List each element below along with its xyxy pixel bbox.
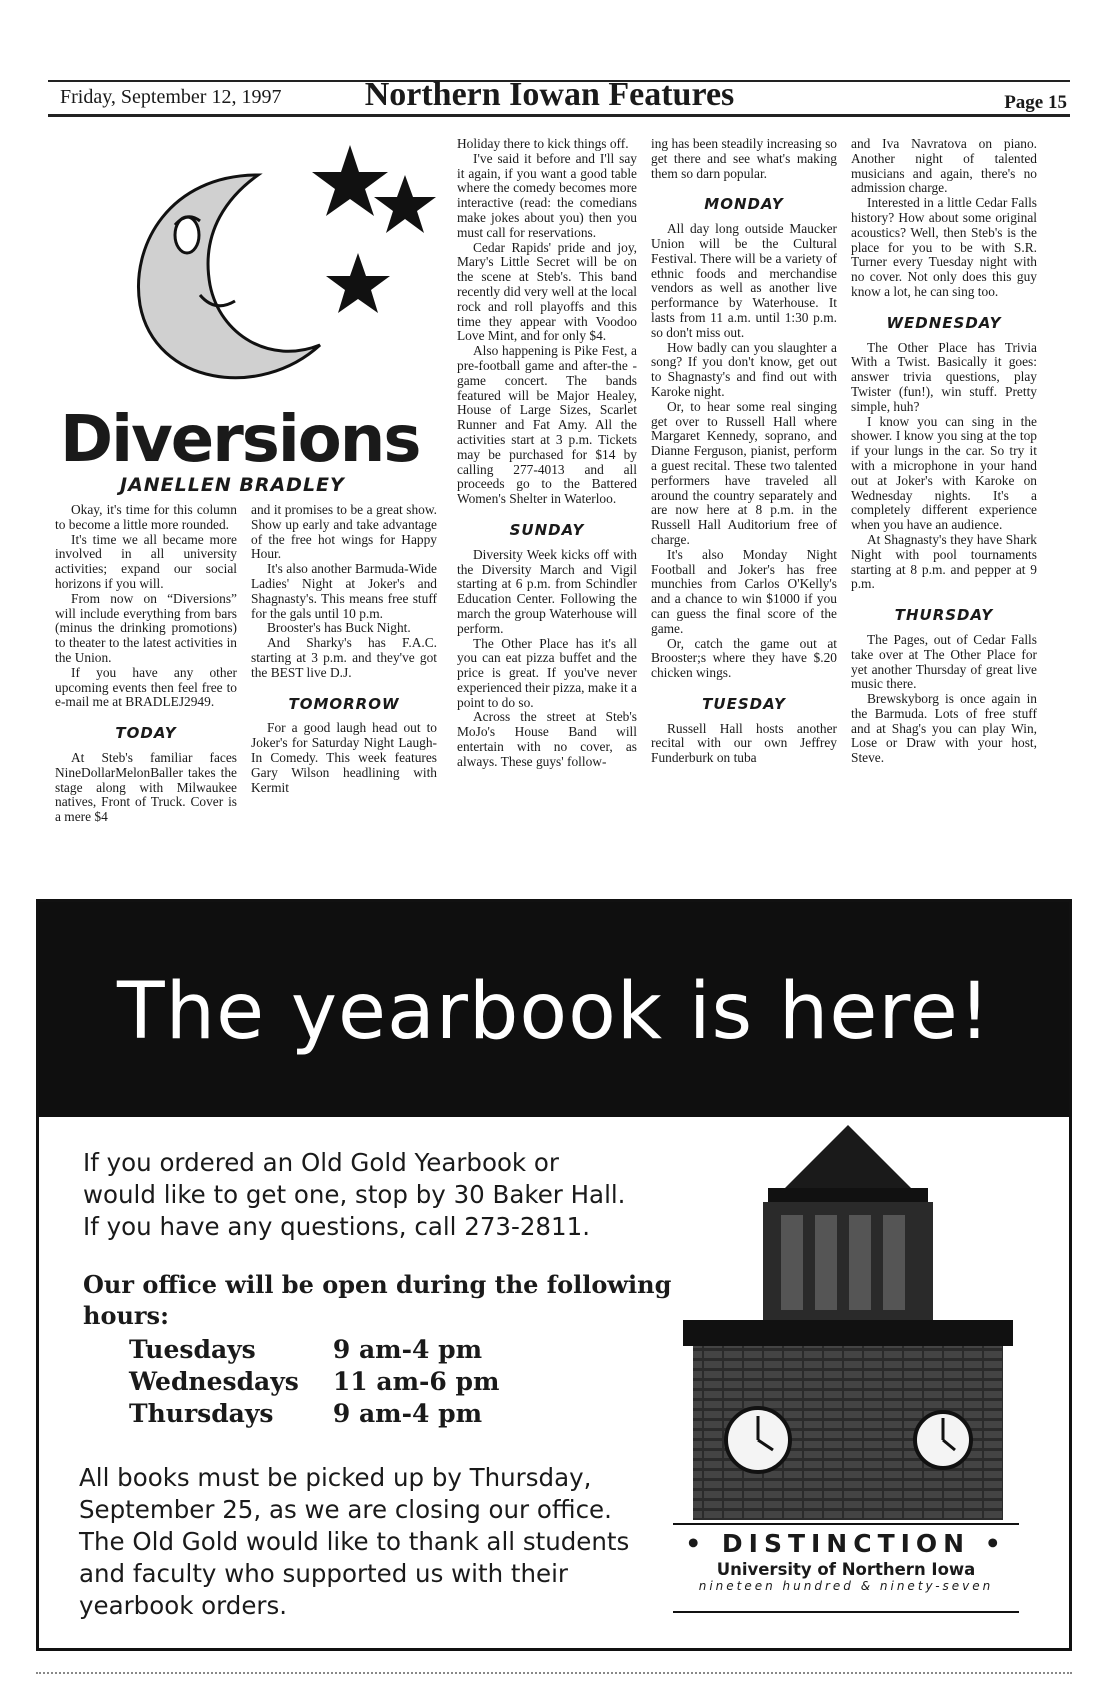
paragraph: The Other Place has it's all you can eat pizza buffet and the price is great. If you've never experienced their pizza, make it a point to do so. — [457, 635, 637, 710]
column-logo: Diversions — [60, 403, 420, 477]
hours-row — [129, 1398, 533, 1430]
paragraph: and Iva Navratova on piano. Another night of talented musicians and again, there's no admission charge. — [851, 136, 1037, 196]
paragraph: At Shagnasty's they have Shark Night with pool tournaments starting at 8 p.m. and pepper at 9 p.m. — [851, 531, 1037, 592]
issue-date: Friday, September 12, 1997 — [60, 86, 282, 108]
seal-university: University of Northern Iowa — [716, 1560, 976, 1579]
paragraph: Cedar Rapids' pride and joy, Mary's Little Secret will be on the scene at Steb's. This band recently did very well at the local rock and roll playoffs and this time they appear with Voodoo Love Mint, and for only $4. — [457, 239, 637, 344]
seal-title: • DISTINCTION • — [685, 1529, 1007, 1558]
ad-headline: The yearbook is here! — [117, 967, 991, 1057]
article-column-1 — [55, 503, 237, 825]
page-number: Page 15 — [1004, 92, 1067, 113]
paragraph: If you have any other upcoming events then feel free to e-mail me at BRADLEJ2949. — [55, 664, 237, 710]
ad-closing-notice — [79, 1462, 679, 1622]
paragraph: Okay, it's time for this column to become a little more rounded. — [55, 502, 237, 532]
paragraph: Interested in a little Cedar Falls history? How about some original acoustics? Well, then Steb's is the place for you to be with S.R. Turner every Tuesday night with no cover. Not only does this guy know a lot, he can sing too. — [851, 195, 1037, 299]
section-title: Northern Iowan Features — [364, 76, 735, 113]
hours-row — [129, 1366, 533, 1398]
hours-day: Tuesdays — [129, 1335, 256, 1364]
paragraph: Or, to hear some real singing get over to Russell Hall where Margaret Kennedy, soprano, and Dianne Ferguson, pianist, perform a guest recital. These two talented performers have traveled all around the country separately and are now here at 8 p.m. in the Russell Hall Auditorium free of charge. — [651, 398, 837, 547]
paragraph: Also happening is Pike Fest, a pre-football game and after-the -game concert. The bands featured will be Major Healey, House of Large Sizes, Scarlet Runner and Fat Amy. All the activities start at 3 p.m. Tickets may be purchased for $14 by calling 277-4013 and all proceeds go to the Battered Women's Shelter in Waterloo. — [457, 343, 637, 507]
paragraph: How badly can you slaughter a song? If you don't know, get out to Shagnasty's and find out with Karoke night. — [651, 339, 837, 399]
hours-row — [129, 1334, 533, 1366]
paragraph: I know you can sing in the shower. I know you sing at the top if your lungs in the car. So try it with a microphone in your hand out at Joker's with Karoke on Wednesday nights. It's a completely different experience when you have an audience. — [851, 413, 1037, 533]
paragraph: Or, catch the game out at Brooster;s where they have $.20 chicken wings. — [651, 635, 837, 681]
paragraph: Holiday there to kick things off. — [457, 136, 629, 151]
ad-banner — [39, 902, 1069, 1117]
seal-year: nineteen hundred & ninety-seven — [698, 1579, 994, 1593]
paragraph: From now on “Diversions” will include everything from bars (minus the drinking promotions) to theater to the latest activities in the Union. — [55, 590, 237, 665]
ad-line: September 25, as we are closing our office. — [79, 1495, 612, 1524]
day-heading-tuesday: TUESDAY — [702, 694, 786, 713]
paragraph: It's also another Barmuda-Wide Ladies' Night at Joker's and Shagnasty's. This means free stuff for the gals until 10 p.m. — [251, 561, 437, 621]
ad-line: and faculty who supported us with their — [79, 1559, 568, 1588]
yearbook-advertisement — [36, 899, 1072, 1651]
campanile-clock-tower-illustration — [663, 1120, 1033, 1520]
paragraph: and it promises to be a great show. Show up early and take advantage of the free hot wings for Happy Hour. — [251, 502, 437, 562]
paragraph: Brooster's has Buck Night. — [267, 620, 411, 636]
hours-day: Thursdays — [129, 1399, 274, 1428]
paragraph: Diversity Week kicks off with the Diversity March and Vigil starting at 6 p.m. from Schindler Education Center. Following the march the group Waterhouse will perform. — [457, 546, 637, 636]
day-heading-wednesday: WEDNESDAY — [886, 313, 1002, 332]
paragraph: Russell Hall hosts another recital with our own Jeffrey Funderburk on tuba — [651, 720, 837, 766]
paragraph: At Steb's familiar faces NineDollarMelonBaller takes the stage along with Milwaukee natives, Front of Truck. Cover is a mere $4 — [55, 749, 237, 825]
day-heading-tomorrow: TOMORROW — [288, 694, 400, 713]
ad-hours-title: Our office will be open during the following hours: — [83, 1270, 672, 1330]
paragraph: Brewskyborg is once again in the Barmuda. Lots of free stuff and at Shag's you can play Win, Lose or Draw with your host, Steve. — [851, 691, 1037, 766]
masthead-bottom-rule — [48, 114, 1070, 117]
paragraph: I've said it before and I'll say it again, if you want a good table where the comedy becomes more interactive (read: the comedians make jokes about you) then you must call for reservations. — [457, 150, 637, 240]
article-column-2 — [251, 503, 437, 795]
day-heading-sunday: SUNDAY — [509, 520, 585, 539]
paragraph: For a good laugh head out to Joker's for Saturday Night Laugh-In Comedy. This week features Gary Wilson headlining with Kermit — [251, 720, 437, 795]
paragraph: It's time we all became more involved in all university activities; expand our social horizons if you will. — [55, 531, 237, 591]
ad-line: The Old Gold would like to thank all students — [79, 1527, 630, 1556]
ad-line: If you have any questions, call 273-2811. — [83, 1212, 590, 1241]
article-column-4 — [651, 137, 837, 766]
hours-day: Wednesdays — [129, 1367, 299, 1396]
paragraph: ing has been steadily increasing so get there and see what's making them so darn popular. — [651, 136, 837, 181]
ad-line: If you ordered an Old Gold Yearbook or — [83, 1148, 559, 1177]
moon-and-stars-illustration — [130, 135, 440, 395]
ad-order-info — [83, 1147, 723, 1243]
article-column-3 — [457, 137, 637, 770]
distinction-seal — [673, 1523, 1019, 1613]
byline: JANELLEN BRADLEY — [120, 474, 345, 496]
article-column-5 — [851, 137, 1037, 766]
day-heading-thursday: THURSDAY — [894, 606, 994, 625]
hours-time: 9 am-4 pm — [332, 1399, 483, 1428]
paragraph: And Sharky's has F.A.C. starting at 3 p.m. and they've got the BEST live D.J. — [251, 635, 437, 680]
paragraph: All day long outside Maucker Union will be the Cultural Festival. There will be a variety of ethnic foods and merchandise vendors as well as another live performance by Waterhouse. It lasts from 11 a.m. until 1:30 p.m. so don't miss out. — [651, 221, 837, 340]
ad-line: All books must be picked up by Thursday, — [79, 1463, 592, 1492]
ad-hours-table — [129, 1334, 533, 1430]
page-bottom-rule — [36, 1672, 1072, 1674]
day-heading-today: TODAY — [115, 724, 177, 743]
paragraph: Across the street at Steb's MoJo's House Band will entertain with no cover, as always. These guys' follow- — [457, 709, 637, 769]
ad-line: would like to get one, stop by 30 Baker Hall. — [83, 1180, 626, 1209]
paragraph: The Other Place has Trivia With a Twist. Basically it goes: answer trivia questions, play Twister (fun!), win stuff. Pretty simple, huh? — [851, 339, 1037, 414]
hours-time: 11 am-6 pm — [332, 1367, 500, 1396]
day-heading-monday: MONDAY — [704, 195, 784, 214]
ad-line: yearbook orders. — [79, 1591, 288, 1620]
hours-time: 9 am-4 pm — [332, 1335, 483, 1364]
paragraph: The Pages, out of Cedar Falls take over at The Other Place for yet another Thursday of great live music there. — [851, 631, 1037, 692]
paragraph: It's also Monday Night Football and Joker's has free munchies from Carlos O'Kelly's and a chance to win $1000 if you can guess the final score of the game. — [651, 546, 837, 636]
